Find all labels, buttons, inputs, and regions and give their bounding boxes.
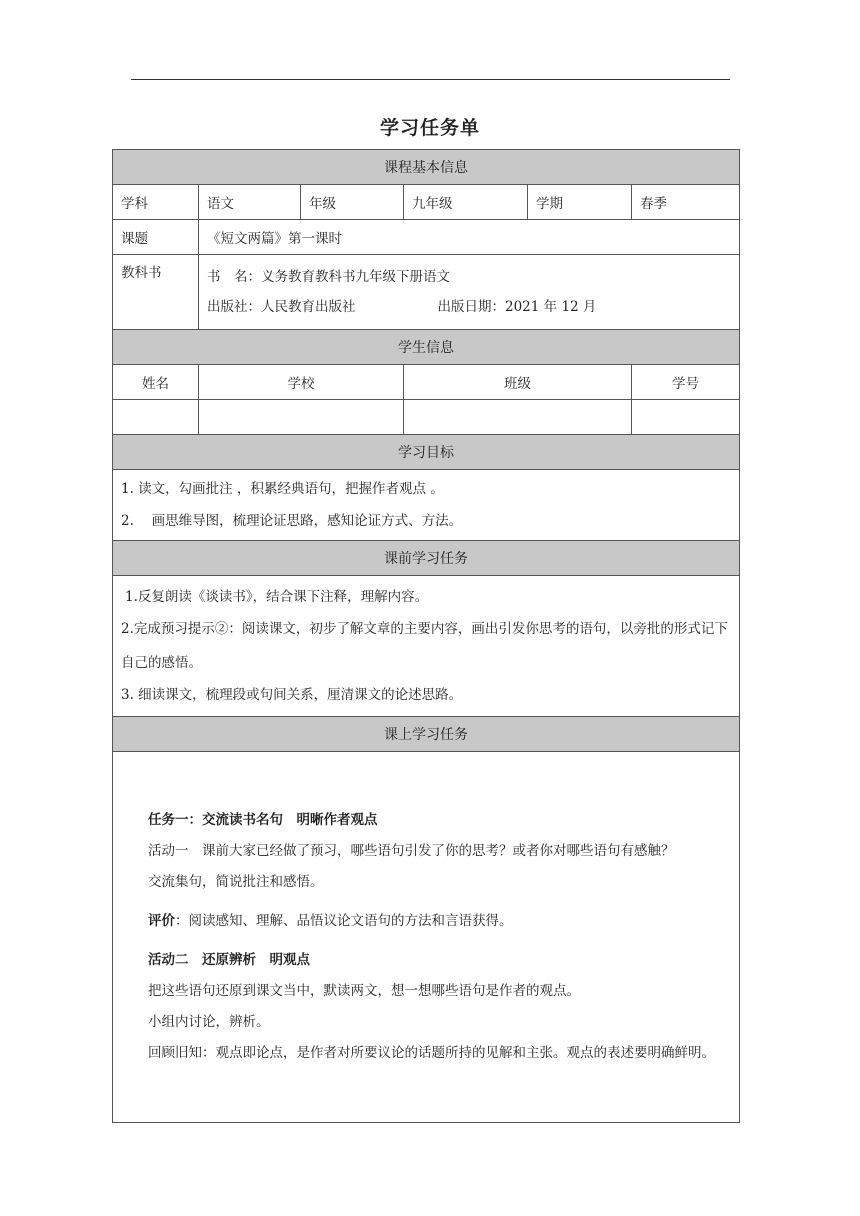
book-name-value: 义务教育教科书九年级下册语文 bbox=[261, 269, 450, 285]
student-column-headers bbox=[113, 365, 740, 400]
col-school: 学校 bbox=[199, 365, 404, 400]
section-header: 学习目标 bbox=[113, 435, 740, 470]
class-field[interactable] bbox=[404, 400, 632, 435]
learning-goals-content bbox=[113, 470, 740, 541]
task1-title: 任务一：交流读书名句 明晰作者观点 bbox=[148, 812, 378, 828]
section-header: 课前学习任务 bbox=[113, 541, 740, 576]
learning-goals-row bbox=[113, 470, 740, 541]
subject-value: 语文 bbox=[199, 185, 301, 220]
publisher-line bbox=[207, 292, 731, 322]
goal-item: 1. 读文，勾画批注 ，积累经典语句，把握作者观点 。 bbox=[121, 481, 444, 497]
activity2-paragraph: 回顾旧知：观点即论点，是作者对所要议论的话题所持的见解和主张。观点的表述要明确鲜明。 bbox=[148, 1045, 715, 1061]
grade-label: 年级 bbox=[301, 185, 404, 220]
student-id-field[interactable] bbox=[632, 400, 740, 435]
section-header: 课上学习任务 bbox=[113, 717, 740, 752]
section-course-info bbox=[113, 150, 740, 185]
section-pre-class-tasks bbox=[113, 541, 740, 576]
school-field[interactable] bbox=[199, 400, 404, 435]
publisher-label: 出版社： bbox=[207, 299, 261, 315]
student-entry-row bbox=[113, 400, 740, 435]
name-field[interactable] bbox=[113, 400, 199, 435]
pre-task-item: 1.反复朗读《谈读书》，结合课下注释，理解内容。 bbox=[125, 589, 429, 605]
pub-date-value: 2021 年 12 月 bbox=[505, 299, 597, 315]
header-rule bbox=[131, 79, 730, 80]
pre-task-item: 2.完成预习提示②：阅读课文，初步了解文章的主要内容，画出引发你思考的语句，以旁批的形式记下自己的感悟。 bbox=[121, 621, 728, 671]
activity1-note: 交流集句，简说批注和感悟。 bbox=[148, 874, 324, 890]
book-name-label: 书 名： bbox=[207, 269, 261, 285]
section-student-info bbox=[113, 330, 740, 365]
topic-value: 《短文两篇》第一课时 bbox=[199, 220, 740, 255]
pre-task-item: 3. 细读课文，梳理段或句间关系，厘清课文的论述思路。 bbox=[121, 687, 463, 703]
evaluation-text: ：阅读感知、理解、品悟议论文语句的方法和言语获得。 bbox=[175, 913, 513, 929]
book-name-line bbox=[207, 262, 731, 292]
task-sheet-table bbox=[112, 149, 740, 1123]
row-topic bbox=[113, 220, 740, 255]
pre-class-tasks-content bbox=[113, 576, 740, 717]
section-learning-goals bbox=[113, 435, 740, 470]
textbook-label: 教科书 bbox=[113, 255, 199, 330]
col-name: 姓名 bbox=[113, 365, 199, 400]
evaluation-label: 评价 bbox=[148, 913, 175, 929]
term-label: 学期 bbox=[528, 185, 632, 220]
textbook-details bbox=[199, 255, 740, 330]
activity2-title: 活动二 还原辨析 明观点 bbox=[148, 952, 310, 968]
subject-label: 学科 bbox=[113, 185, 199, 220]
activity1-text: 活动一 课前大家已经做了预习，哪些语句引发了你的思考？或者你对哪些语句有感触？ bbox=[148, 843, 675, 859]
col-class: 班级 bbox=[404, 365, 632, 400]
activity2-paragraph: 小组内讨论，辨析。 bbox=[148, 1014, 270, 1030]
document-title: 学习任务单 bbox=[379, 117, 480, 139]
row-subject-grade-term bbox=[113, 185, 740, 220]
row-textbook bbox=[113, 255, 740, 330]
topic-label: 课题 bbox=[113, 220, 199, 255]
evaluation-line bbox=[121, 906, 731, 937]
pub-date-label: 出版日期： bbox=[437, 299, 505, 315]
activity2-paragraph: 把这些语句还原到课文当中，默读两文，想一想哪些语句是作者的观点。 bbox=[148, 983, 580, 999]
section-in-class-tasks bbox=[113, 717, 740, 752]
publisher-value: 人民教育出版社 bbox=[261, 299, 356, 315]
col-student-id: 学号 bbox=[632, 365, 740, 400]
goal-item: 2. 画思维导图，梳理论证思路，感知论证方式、方法。 bbox=[121, 513, 463, 529]
grade-value: 九年级 bbox=[404, 185, 528, 220]
section-header: 学生信息 bbox=[113, 330, 740, 365]
pre-class-tasks-row bbox=[113, 576, 740, 717]
section-header: 课程基本信息 bbox=[113, 150, 740, 185]
term-value: 春季 bbox=[632, 185, 740, 220]
in-class-tasks-row bbox=[113, 752, 740, 1123]
in-class-tasks-content bbox=[113, 752, 740, 1123]
